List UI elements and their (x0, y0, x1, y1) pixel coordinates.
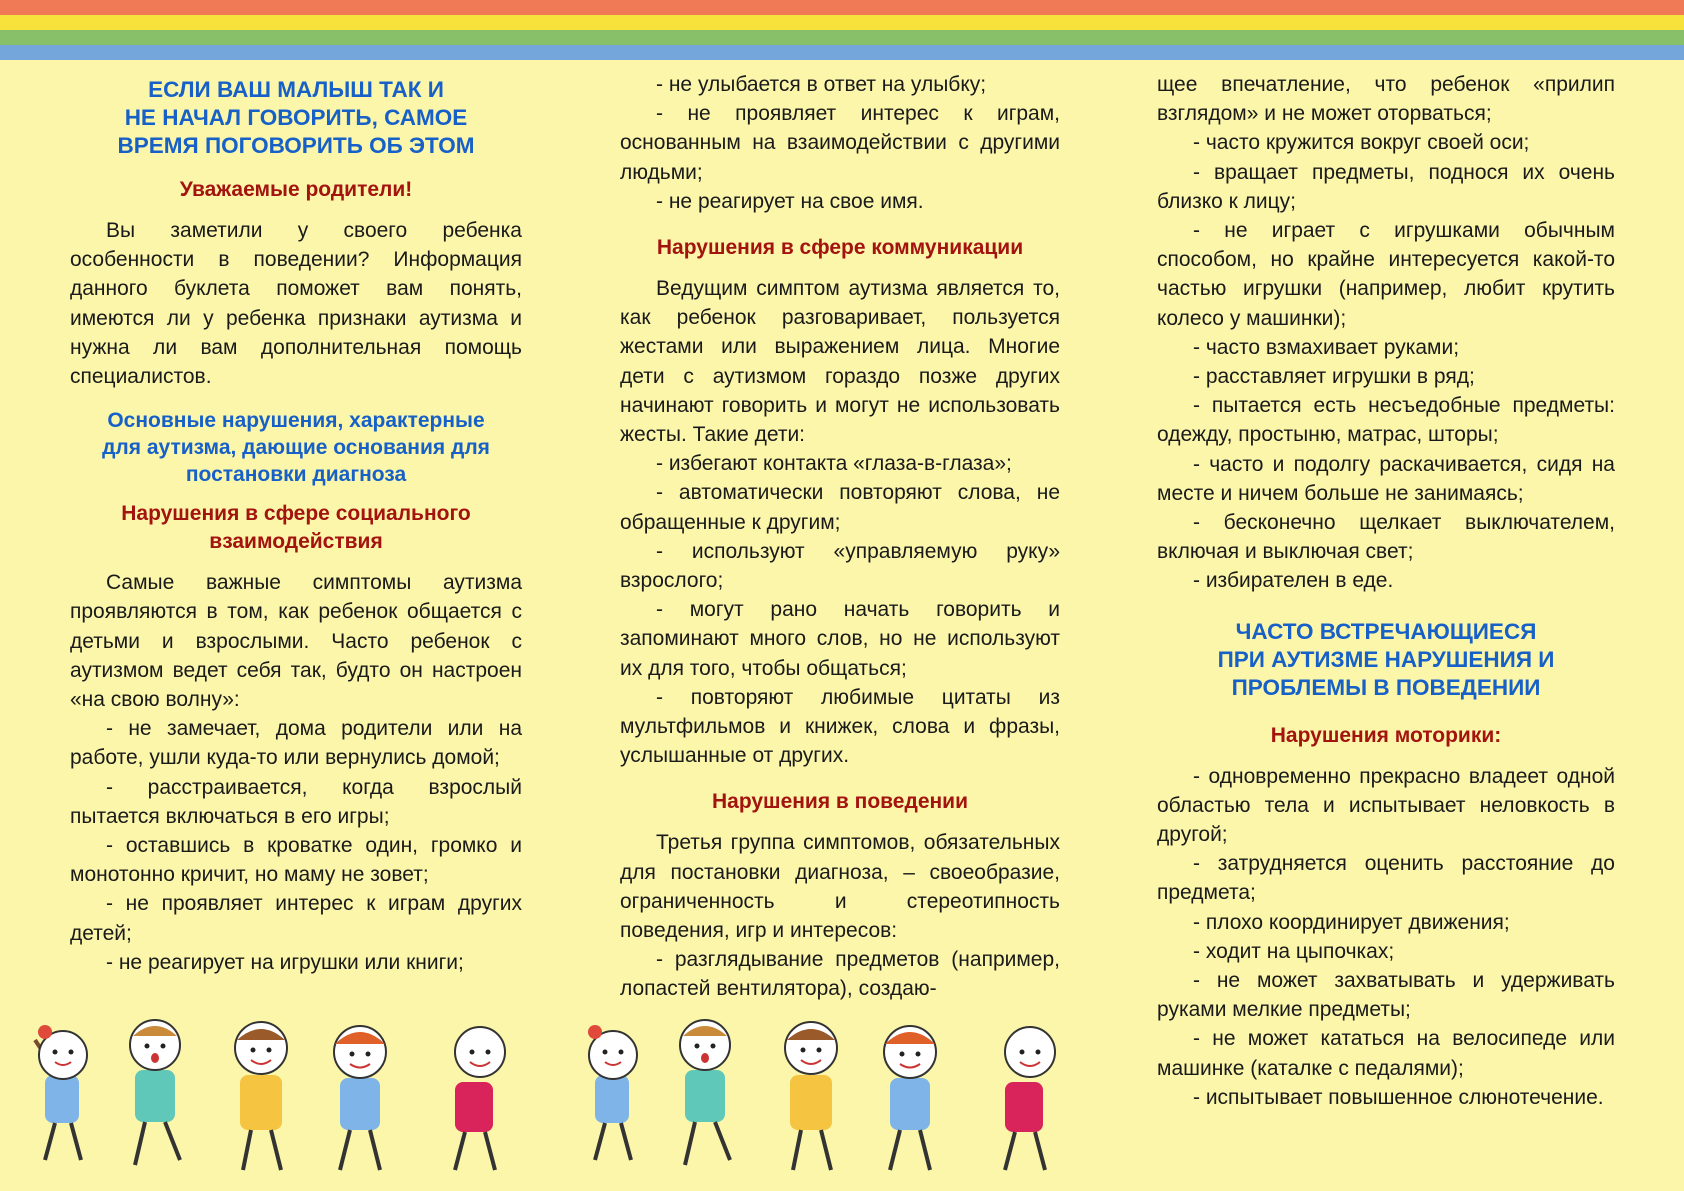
list-item: - расставляет игрушки в ряд; (1193, 365, 1475, 389)
child-figure (1005, 1027, 1055, 1170)
column-1 (70, 70, 522, 977)
title-line: ПРОБЛЕМЫ В ПОВЕДЕНИИ (1231, 674, 1541, 700)
subtitle-line: Основные нарушения, характерные (107, 409, 485, 433)
list-item: - не реагирует на игрушки или книги; (106, 950, 464, 974)
title-line: ВРЕМЯ ПОГОВОРИТЬ ОБ ЭТОМ (117, 133, 475, 158)
list-item: - избирателен в еде. (1193, 569, 1394, 593)
list-item: - пытается есть несъедобные предметы: одежду, простыню, матрас, шторы; (1157, 394, 1615, 447)
list-item: - могут рано начать говорить и запоминают много слов, но не используют их для того, чтобы общаться; (620, 598, 1060, 680)
booklet-title (70, 76, 522, 160)
common-problems-title (1157, 618, 1615, 702)
list-item: - расстраивается, когда взрослый пытается включаться в его игры; (70, 775, 522, 828)
child-figure (455, 1027, 505, 1170)
child-figure (588, 1025, 637, 1160)
child-figure (130, 1020, 180, 1165)
list-item: - не улыбается в ответ на улыбку; (656, 73, 987, 96)
stripe-yellow (0, 15, 1684, 30)
children-illustration-right (565, 1010, 1095, 1190)
stripe-green (0, 30, 1684, 45)
child-figure (884, 1026, 936, 1170)
title-line: ЕСЛИ ВАШ МАЛЫШ ТАК И (148, 77, 444, 102)
behavior-heading: Нарушения в поведении (711, 790, 969, 814)
social-text: Самые важные симптомы аутизма проявляются в том, как ребенок общается с детьми и взрослыми. Часто ребенок с аутизмом ведет себя так, будто он настроен «на свою волну»: (70, 571, 522, 712)
list-item: - используют «управляемую руку» взрослого; (620, 539, 1060, 593)
communication-heading: Нарушения в сфере коммуникации (656, 236, 1024, 260)
list-item: - одновременно прекрасно владеет одной областью тела и испытывает неловкость в другой; (1157, 764, 1615, 847)
subtitle-line: постановки диагноза (185, 463, 407, 487)
list-item: - не проявляет интерес к играм других детей; (70, 892, 522, 945)
greeting: Уважаемые родители! (179, 178, 413, 201)
list-item: - не играет с игрушками обычным способом, но крайне интересуется какой-то частью игрушки (например, любит крутить колесо у машинки); (1157, 219, 1615, 330)
column-2 (620, 70, 1060, 1004)
column-3 (1157, 70, 1615, 1112)
stripe-orange (0, 0, 1684, 15)
list-item: - не может кататься на велосипеде или машинке (каталке с педалями); (1157, 1027, 1615, 1080)
heading-line: взаимодействия (209, 530, 383, 554)
list-item: - разглядывание предметов (например, лопастей вентилятора), создаю- (620, 948, 1060, 1001)
list-item: - бесконечно щелкает выключателем, включая и выключая свет; (1157, 511, 1615, 564)
main-disorders-heading (70, 407, 522, 488)
subtitle-line: для аутизма, дающие основания для (102, 436, 490, 460)
list-item: - плохо координирует движения; (1193, 910, 1510, 934)
list-item: - избегают контакта «глаза-в-глаза»; (656, 452, 1012, 476)
list-item: - часто взмахивает руками; (1193, 335, 1460, 359)
list-item: - часто кружится вокруг своей оси; (1193, 131, 1530, 155)
continued-text: щее впечатление, что ребенок «прилип взглядом» и не может оторваться; (1157, 73, 1615, 126)
title-line: ЧАСТО ВСТРЕЧАЮЩИЕСЯ (1235, 618, 1537, 644)
list-item: - автоматически повторяют слова, не обращенные к другим; (620, 481, 1060, 534)
child-figure (680, 1020, 730, 1165)
heading-line: Нарушения в сфере социального (121, 502, 471, 526)
title-line: ПРИ АУТИЗМЕ НАРУШЕНИЯ И (1217, 646, 1555, 672)
child-figure (334, 1026, 386, 1170)
list-item: - не проявляет интерес к играм, основанным на взаимодействии с другими людьми; (620, 102, 1060, 184)
stripe-blue (0, 45, 1684, 60)
social-heading (70, 500, 522, 556)
intro-text: Вы заметили у своего ребенка особенности в поведении? Информация данного буклета поможет вам понять, имеются ли у ребенка признаки аутизма и нужна ли вам дополнительная помощь специалистов. (70, 219, 522, 389)
child-figure (235, 1022, 287, 1170)
rainbow-stripes (0, 0, 1684, 60)
list-item: - повторяют любимые цитаты из мультфильмов и книжек, слова и фразы, услышанные от других. (620, 685, 1060, 768)
list-item: - испытывает повышенное слюнотечение. (1193, 1085, 1604, 1109)
list-item: - оставшись в кроватке один, громко и монотонно кричит, но маму не зовет; (70, 834, 522, 887)
list-item: - не реагирует на свое имя. (656, 189, 924, 213)
title-line: НЕ НАЧАЛ ГОВОРИТЬ, САМОЕ (124, 105, 468, 130)
communication-text: Ведущим симптом аутизма является то, как ребенок разговаривает, пользуется жестами или выражением лица. Многие дети с аутизмом гораздо позже других начинают говорить и могут не использовать жесты. Такие дети: (620, 277, 1060, 447)
list-item: - не может захватывать и удерживать руками мелкие предметы; (1157, 969, 1615, 1022)
list-item: - затрудняется оценить расстояние до предмета; (1157, 852, 1615, 905)
child-figure (785, 1022, 837, 1170)
child-figure (35, 1025, 87, 1160)
list-item: - вращает предметы, поднося их очень близко к лицу; (1157, 160, 1615, 213)
list-item: - не замечает, дома родители или на работе, ушли куда-то или вернулись домой; (70, 717, 522, 770)
behavior-text: Третья группа симптомов, обязательных для постановки диагноза, – своеобразие, ограниченность и стереотипность поведения, игр и интересов: (620, 831, 1060, 943)
motor-heading: Нарушения моторики: (1270, 723, 1502, 747)
list-item: - часто и подолгу раскачивается, сидя на месте и ничем больше не занимаясь; (1157, 452, 1615, 505)
list-item: - ходит на цыпочках; (1193, 939, 1395, 963)
children-illustration-left (15, 1010, 545, 1190)
